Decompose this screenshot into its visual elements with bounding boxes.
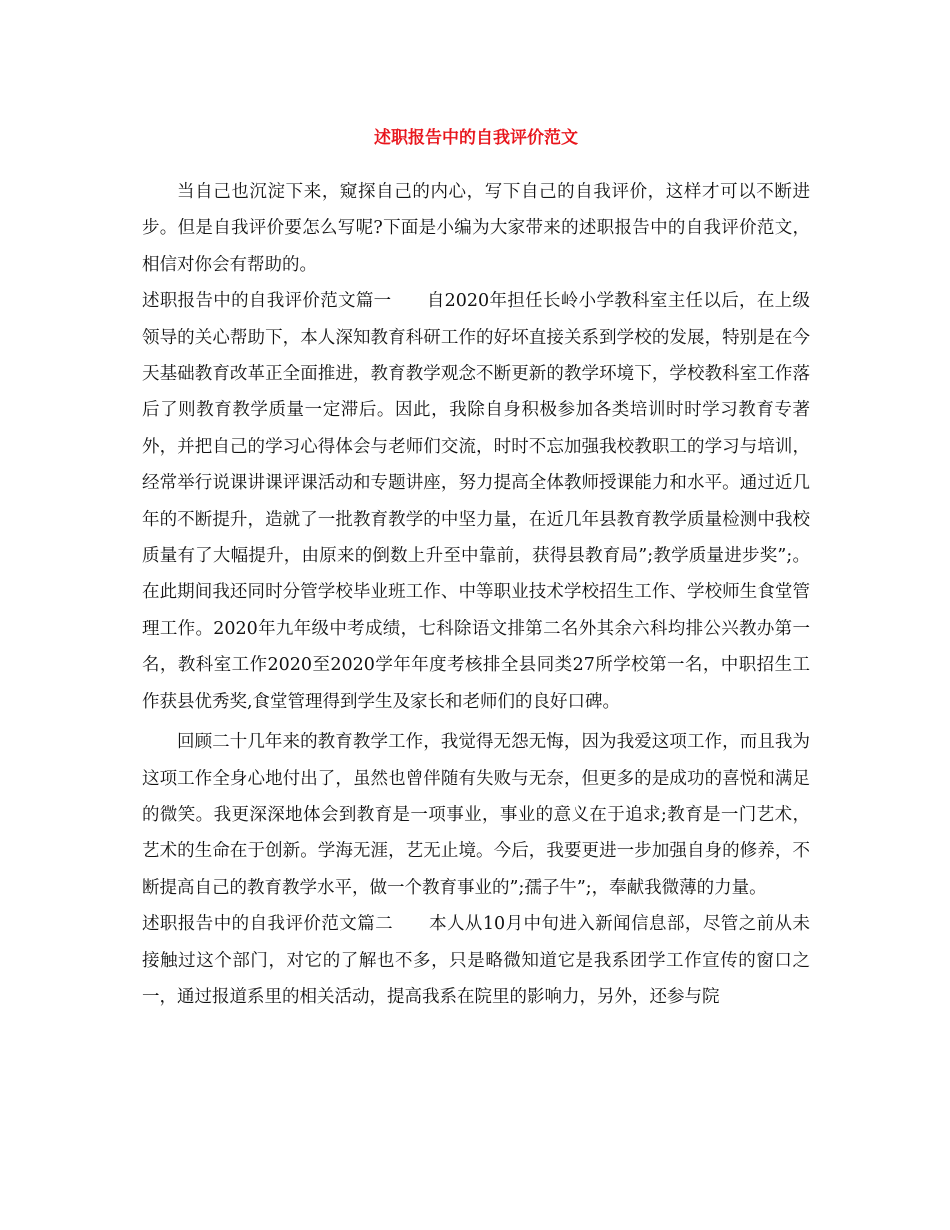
section-2-body: 本人从10月中旬进入新闻信息部，尽管之前从未接触过这个部门，对它的了解也不多，只是略微知道它是我系团学工作宣传的窗口之一，通过报道系里的相关活动，提高我系在院里的影响力，另外，还参与院 [142,914,810,1007]
section-2-heading: 述职报告中的自我评价范文篇二 [142,914,394,935]
section-1-paragraph [142,283,810,720]
intro-paragraph: 当自己也沉淀下来，窥探自己的内心，写下自己的自我评价，这样才可以不断进步。但是自我评价要怎么写呢?下面是小编为大家带来的述职报告中的自我评价范文，相信对你会有帮助的。 [142,182,810,275]
document-page [142,110,810,1015]
section-1-heading: 述职报告中的自我评价范文篇一 [142,291,392,312]
document-title: 述职报告中的自我评价范文 [374,128,578,148]
section-1-body: 自2020年担任长岭小学教科室主任以后，在上级领导的关心帮助下，本人深知教育科研工作的好坏直接关系到学校的发展，特别是在今天基础教育改革正全面推进，教育教学观念不断更新的教学环境下，学校教科室工作落后了则教育教学质量一定滞后。因此，我除自身积极参加各类培训时时学习教育专著外，并把自己的学习心得体会与老师们交流，时时不忘加强我校教职工的学习与培训，经常举行说课讲课评课活动和专题讲座，努力提高全体教师授课能力和水平。通过近几年的不断提升，造就了一批教育教学的中坚力量，在近几年县教育教学质量检测中我校质量有了大幅提升，由原来的倒数上升至中靠前，获得县教育局”;教学质量进步奖”;。在此期间我还同时分管学校毕业班工作、中等职业技术学校招生工作、学校师生食堂管理工作。2020年九年级中考成绩，七科除语文排第二名外其余六科均排公兴教办第一名，教科室工作2020至2020学年年度考核排全县同类27所学校第一名，中职招生工作获县优秀奖,食堂管理得到学生及家长和老师们的良好口碑。 [142,291,810,712]
section-2-paragraph [142,906,810,1015]
section-1-reflection: 回顾二十几年来的教育教学工作，我觉得无怨无悔，因为我爱这项工作，而且我为这项工作全身心地付出了，虽然也曾伴随有失败与无奈，但更多的是成功的喜悦和满足的微笑。我更深深地体会到教育是一项事业，事业的意义在于追求;教育是一门艺术，艺术的生命在于创新。学海无涯，艺无止境。今后，我要更进一步加强自身的修养，不断提高自己的教育教学水平，做一个教育事业的”;孺子牛”;，奉献我微薄的力量。 [142,732,810,898]
